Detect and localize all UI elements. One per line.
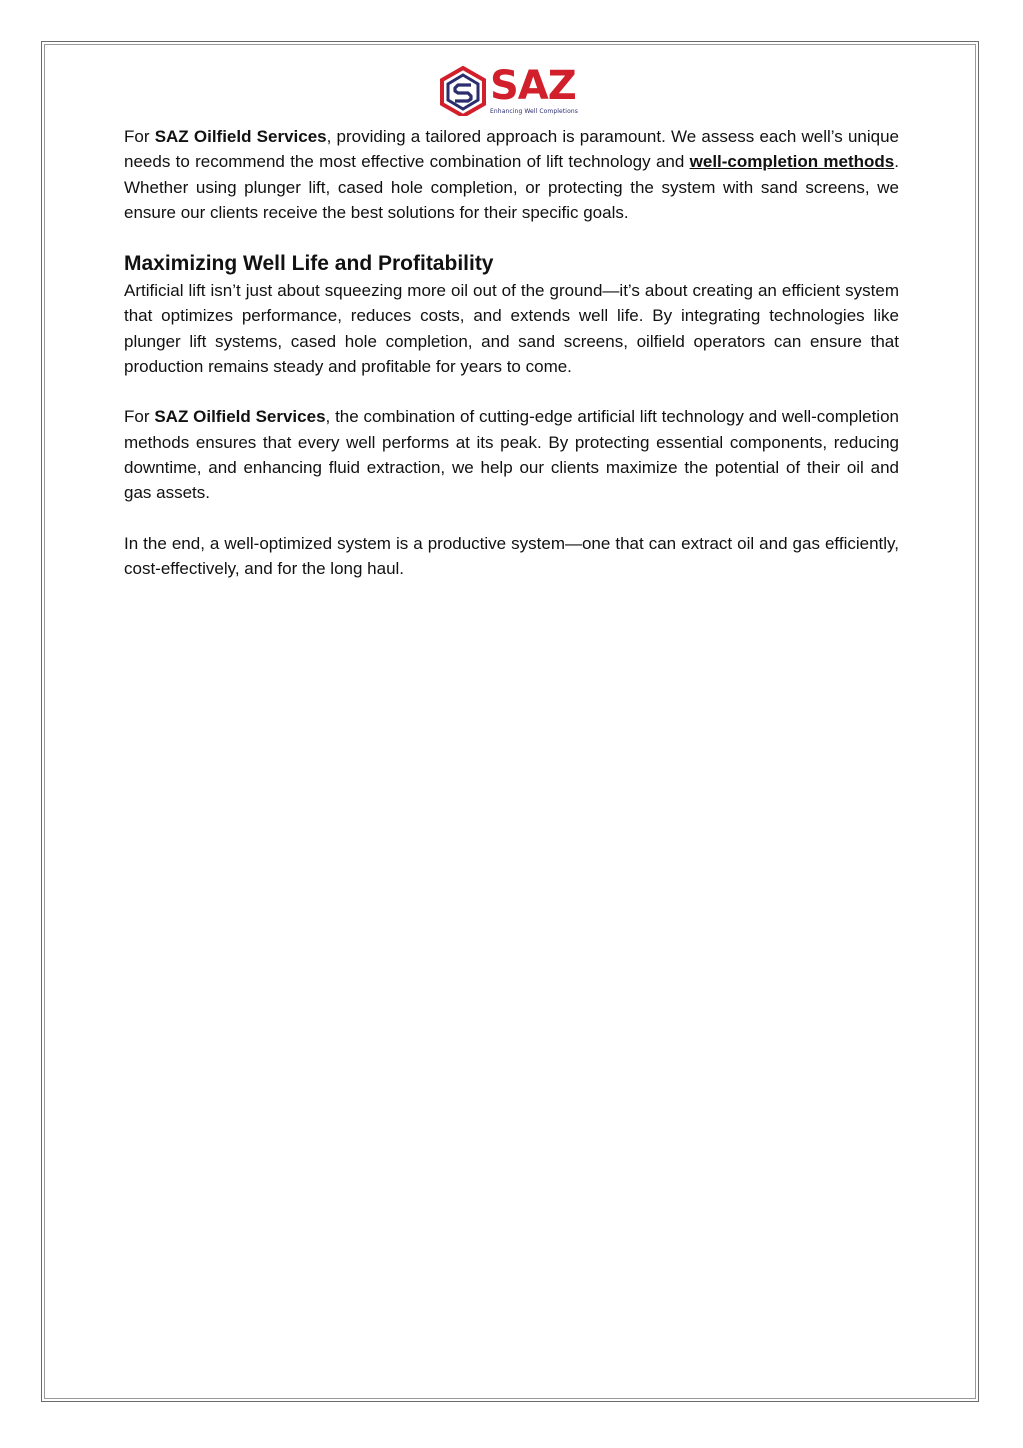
intro-paragraph: For SAZ Oilfield Services, providing a tailored approach is paramount. We assess each well’s unique needs to recommend the most effective combination of lift technology and well-completion methods. Whether using plunger lift, cased hole completion, or protecting the system with sand screens, we ensure our clients receive the best solutions for their specific goals. — [124, 127, 899, 222]
conclusion-paragraph: In the end, a well-optimized system is a productive system—one that can extract oil and gas efficiently, cost-effectively, and for the long haul. — [124, 533, 899, 578]
company-name: SAZ Oilfield Services — [154, 407, 326, 427]
combination-paragraph: For SAZ Oilfield Services, the combination of cutting-edge artificial lift technology and well-completion methods ensures that every well performs at its peak. By protecting essential components, reducing downtime, and enhancing fluid extraction, we help our clients maximize the potential of their oil and gas assets. — [124, 407, 899, 503]
logo-tagline: Enhancing Well Completions — [490, 108, 578, 115]
saz-logo — [438, 64, 588, 120]
company-name: SAZ Oilfield Services — [154, 127, 327, 146]
document-body — [124, 124, 899, 606]
hexagon-s-logo-icon — [438, 66, 488, 116]
well-completion-link[interactable]: well-completion methods — [689, 152, 895, 172]
logo-wordmark: SAZ — [490, 63, 576, 109]
lift-paragraph: Artificial lift isn’t just about squeezing more oil out of the ground—it’s about creating an efficient system that optimizes performance, reduces costs, and extends well life. By integrating technologies like plunger lift systems, cased hole completion, and sand screens, oilfield operators can ensure that production remains steady and profitable for years to come. — [124, 281, 899, 377]
section-heading: Maximizing Well Life and Profitability — [124, 252, 494, 276]
